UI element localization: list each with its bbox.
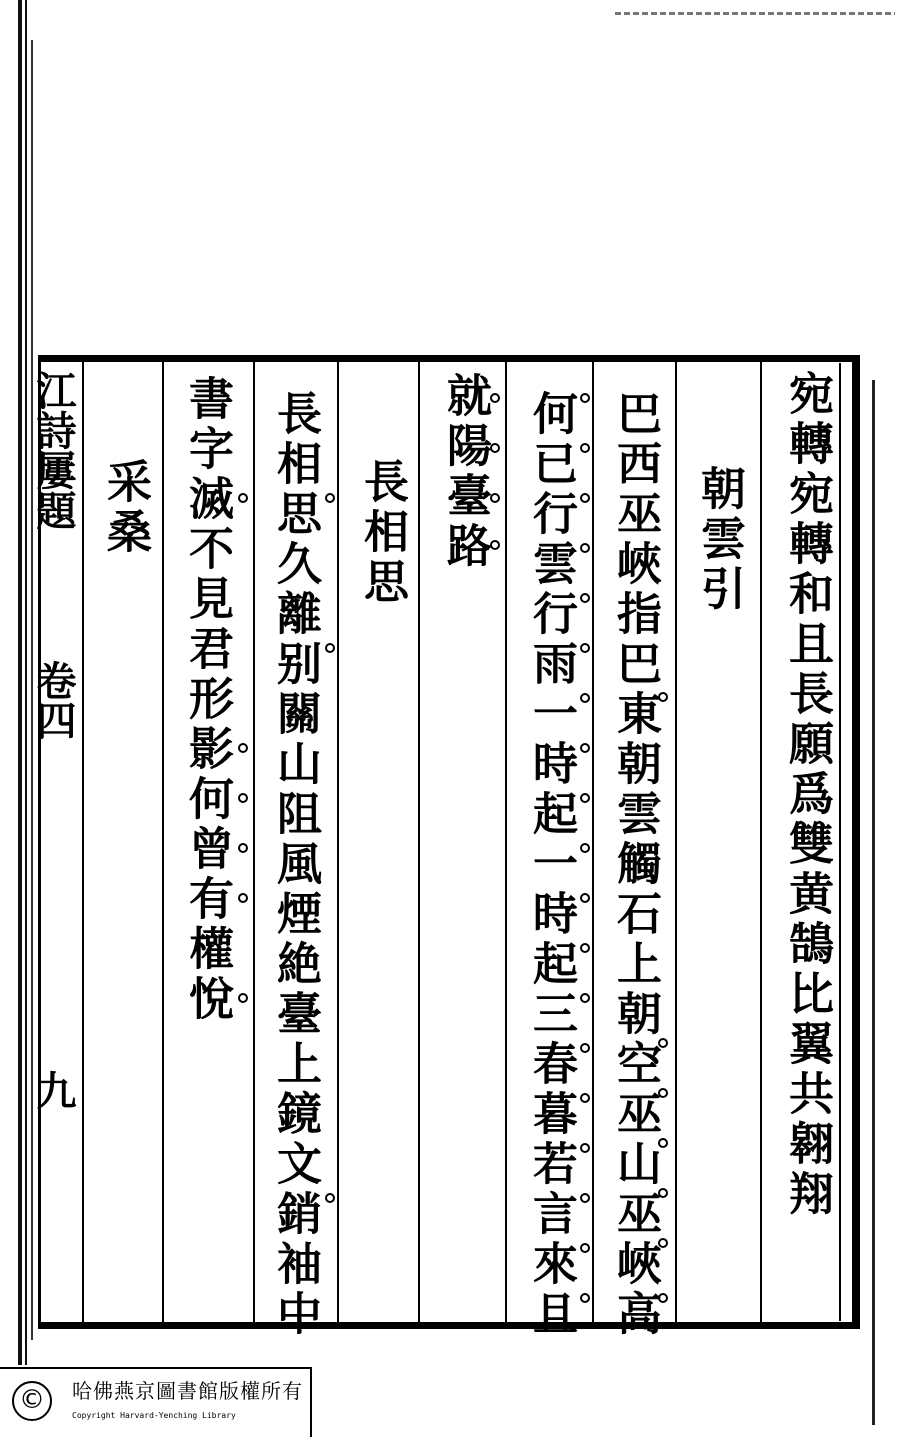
frame-top-border — [38, 355, 860, 362]
punctuation-circle — [580, 1243, 590, 1253]
punctuation-circle — [580, 843, 590, 853]
column-rule — [760, 362, 762, 1322]
punctuation-circle — [580, 593, 590, 603]
book-title: 江詩屢題 — [30, 370, 77, 530]
frame-bottom-border — [38, 1322, 860, 1329]
column-rule — [82, 362, 84, 1322]
column-rule — [418, 362, 420, 1322]
page-number: 九 — [30, 1070, 77, 1110]
column-rule — [505, 362, 507, 1322]
punctuation-circle — [238, 843, 248, 853]
column-rule — [162, 362, 164, 1322]
binding-edge — [18, 0, 22, 1365]
chapter-label: 卷四 — [30, 660, 77, 740]
text-column-5: 就陽臺路 — [439, 372, 492, 572]
punctuation-circle — [580, 393, 590, 403]
punctuation-circle — [580, 1193, 590, 1203]
punctuation-circle — [580, 1093, 590, 1103]
column-rule — [592, 362, 594, 1322]
punctuation-circle — [580, 493, 590, 503]
punctuation-circle — [238, 893, 248, 903]
section-title-changxiangsi: 長相思 — [356, 458, 409, 608]
copyright-chinese: 哈佛燕京圖書館版權所有 — [72, 1379, 303, 1403]
punctuation-circle — [580, 693, 590, 703]
top-smudge — [615, 12, 895, 15]
page-right-edge — [872, 380, 875, 1425]
section-title-caisang: 采桑 — [99, 458, 152, 558]
punctuation-circle — [325, 1193, 335, 1203]
column-rule — [675, 362, 677, 1322]
punctuation-circle — [325, 643, 335, 653]
punctuation-circle — [658, 1038, 668, 1048]
punctuation-circle — [490, 540, 500, 550]
punctuation-circle — [580, 543, 590, 553]
punctuation-circle — [490, 443, 500, 453]
punctuation-circle — [658, 1238, 668, 1248]
punctuation-circle — [238, 493, 248, 503]
punctuation-circle — [238, 993, 248, 1003]
punctuation-circle — [580, 793, 590, 803]
column-rule — [253, 362, 255, 1322]
punctuation-circle — [580, 643, 590, 653]
section-title-chaoyunyin: 朝雲引 — [693, 465, 746, 615]
punctuation-circle — [658, 1188, 668, 1198]
punctuation-circle — [580, 743, 590, 753]
punctuation-circle — [490, 393, 500, 403]
punctuation-circle — [238, 743, 248, 753]
binding-edge-inner — [25, 0, 27, 1365]
copyright-notice — [0, 1367, 312, 1437]
punctuation-circle — [580, 993, 590, 1003]
punctuation-circle — [820, 428, 830, 438]
punctuation-circle — [580, 893, 590, 903]
frame-right-border — [852, 355, 860, 1329]
punctuation-circle — [490, 493, 500, 503]
punctuation-circle — [580, 1293, 590, 1303]
punctuation-circle — [580, 1043, 590, 1053]
punctuation-circle — [658, 1138, 668, 1148]
punctuation-circle — [658, 1088, 668, 1098]
column-rule — [337, 362, 339, 1322]
copyright-english: Copyright Harvard-Yenching Library — [72, 1411, 236, 1420]
punctuation-circle — [580, 1143, 590, 1153]
text-column-7: 長相思久離别關山阻風煙絶臺上鏡文銷袖中 — [269, 390, 322, 1340]
frame-right-inner-border — [839, 363, 841, 1321]
punctuation-circle — [238, 793, 248, 803]
punctuation-circle — [658, 692, 668, 702]
copyright-symbol: © — [12, 1381, 52, 1421]
margin-column — [30, 370, 77, 1320]
text-column-4: 何已行雲行雨一時起一時起三春暮若言來且 — [525, 390, 578, 1340]
text-column-8: 書字滅不見君形影何曾有權悅 — [181, 375, 234, 1025]
punctuation-circle — [580, 943, 590, 953]
punctuation-circle — [580, 443, 590, 453]
text-column-1: 宛轉宛轉和且長願爲雙黄鵠比翼共翱翔 — [781, 370, 834, 1220]
punctuation-circle — [658, 1293, 668, 1303]
text-column-3: 巴西巫峽指巴東朝雲觸石上朝空巫山巫峽高 — [609, 390, 662, 1340]
punctuation-circle — [325, 493, 335, 503]
